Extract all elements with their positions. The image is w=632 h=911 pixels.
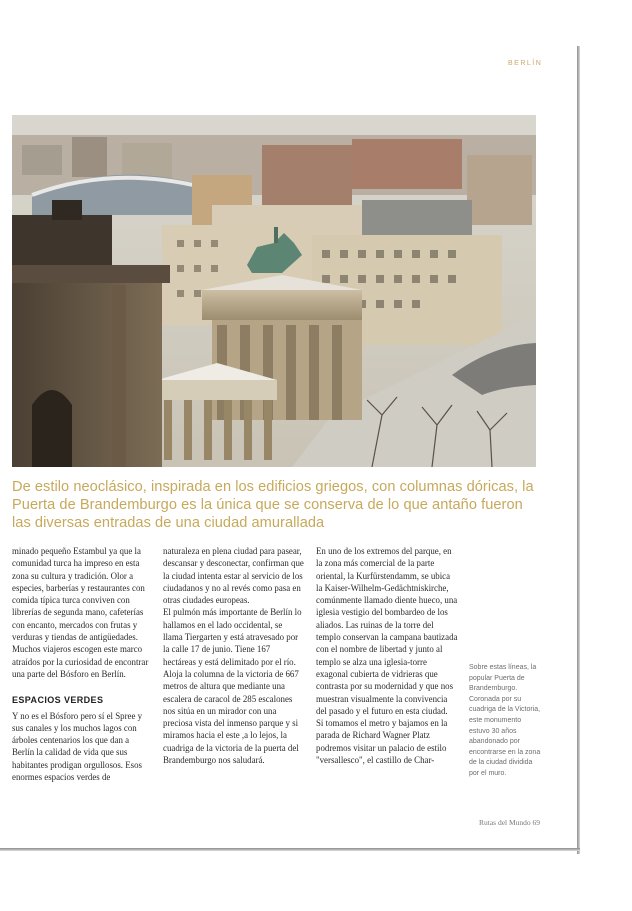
column-2-paragraph-2: El pulmón más importante de Berlín lo hallamos en el lado occidental, se llama Tiergarten y está atravesado por la calle 17 de junio. Tiene 167 hectáreas y está delimitado por el río. Aloja la columna de la victoria de 667 metros de altura que mediante una escalera de caracol de 285 escalones nos sitúa en un mirador con una preciosa vista del inmenso parque y si miramos hacia el este ,a lo lejos, la cuadriga de la victoria de la puerta del Brandemburgo nos saludará. bbox=[163, 607, 302, 766]
column-2-paragraph-1: naturaleza en plena ciudad para pasear, descansar y desconectar, confirman que la ciudad intenta estar al servicio de los ciudadanos y no al revés como pasa en otras ciudades europeas. bbox=[163, 546, 304, 606]
column-3-paragraph-1: En uno de los extremos del parque, en la zona más comercial de la parte oriental, la Kurfürstendamm, se ubica la Kaiser-Wilhelm-Gedächtniskirche, comúnmente llamado diente hueco, una iglesia vestigio del bombardeo de los aliados. Las ruinas de la torre del templo conservan la campana bautizada con el nombre de libertad y junto al templo se alza una iglesia-torre exagonal cubierta de vidrieras que contrasta por su modernidad y que nos muestran visualmente la convivencia del pasado y el futuro en esta ciudad. bbox=[316, 546, 458, 716]
brandenburg-gate-photo bbox=[12, 115, 536, 467]
text-column-1 bbox=[12, 545, 152, 783]
text-column-3 bbox=[316, 545, 458, 766]
page-edge-bottom bbox=[0, 848, 580, 851]
page-footer: Rutas del Mundo 69 bbox=[479, 818, 541, 827]
running-head: BERLÍN bbox=[508, 60, 543, 67]
text-column-2 bbox=[163, 545, 304, 766]
photo-caption-headline: De estilo neoclásico, inspirada en los edificios griegos, con columnas dóricas, la Puerta de Brandemburgo es la única que se conserva de lo que antaño fueron las diversas entradas de una ciudad amurallada bbox=[12, 479, 534, 531]
side-photo-caption: Sobre estas líneas, la popular Puerta de Brandemburgo. Coronada por su cuadriga de la Victoria, este monumento estuvo 30 años abandonado por encontrarse en la zona de la ciudad dividida por el muro. bbox=[469, 664, 541, 777]
section-heading-espacios-verdes: ESPACIOS VERDES bbox=[12, 695, 104, 706]
column-1-paragraph-1: minado pequeño Estambul ya que la comunidad turca ha impreso en esta zona su cultura y tradición. Olor a especies, barberías y restaurantes con comida típica turca conviven con librerías de segunda mano, cafeterías con encanto, mercados con frutas y verduras y tiendas de antigüedades. Muchos viajeros escogen este marco atraídos por la curiosidad de encontrar una parte del Bósforo en Berlín. bbox=[12, 546, 149, 679]
column-1-paragraph-2: Y no es el Bósforo pero sí el Spree y sus canales y los muchos lagos con árboles centenarios los que dan a Berlín la calidad de vida que sus habitantes prodigan orgullosos. Esos enormes espacios verdes de bbox=[12, 710, 143, 783]
column-3-paragraph-2: Si tomamos el metro y bajamos en la parada de Richard Wagner Platz podremos visitar un palacio de estilo "versallesco", el castillo de Char- bbox=[316, 718, 448, 766]
page-edge-right bbox=[577, 46, 580, 854]
